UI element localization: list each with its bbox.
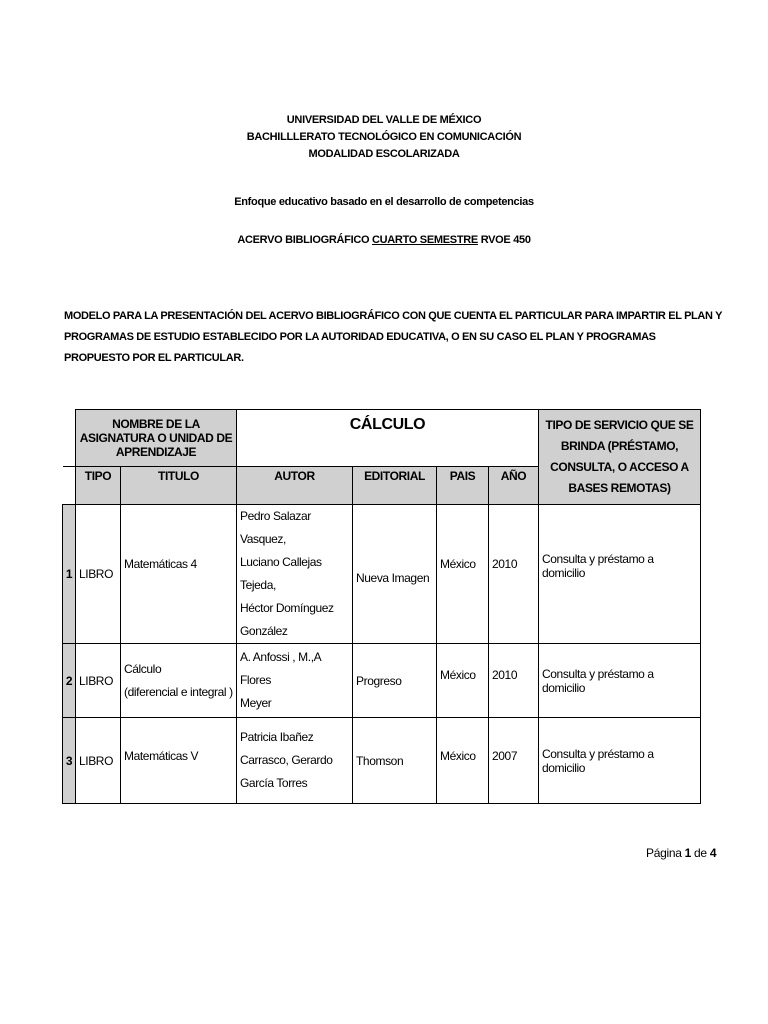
row-number: 1 — [63, 505, 76, 644]
model-statement: MODELO PARA LA PRESENTACIÓN DEL ACERVO BIBLIOGRÁFICO CON QUE CUENTA EL PARTICULAR PARA IMPARTIR EL PLAN Y PROGRAMAS DE ESTUDIO ESTABLECIDO POR LA AUTORIDAD EDUCATIVA, O EN SU CASO EL PLAN Y PROGRAMAS PROPUESTO POR EL PARTICULAR. — [64, 310, 722, 364]
page-total: 4 — [709, 846, 717, 860]
row-anio: 2010 — [489, 644, 539, 718]
focus-line: Enfoque educativo basado en el desarrollo de competencias — [234, 196, 534, 208]
rvoe: RVOE 450 — [480, 234, 531, 246]
row-servicio: Consulta y préstamo a domicilio — [539, 505, 701, 644]
corner-cell — [63, 410, 76, 467]
acervo-line — [0, 234, 768, 246]
col-editorial: EDITORIAL — [353, 467, 437, 505]
row-number: 2 — [63, 644, 76, 718]
col-titulo: TITULO — [121, 467, 237, 505]
row-autor: Pedro Salazar Vasquez, Luciano Callejas Tejeda, Héctor Domínguez González — [237, 505, 353, 644]
program-name: BACHILLLERATO TECNOLÓGICO EN COMUNICACIÓN — [246, 131, 522, 143]
university-name: UNIVERSIDAD DEL VALLE DE MÉXICO — [286, 114, 482, 126]
service-label: TIPO DE SERVICIO QUE SE BRINDA (PRÉSTAMO, CONSULTA, O ACCESO A BASES REMOTAS) — [539, 410, 701, 505]
row-autor: A. Anfossi , M.,A Flores Meyer — [237, 644, 353, 718]
row-servicio: Consulta y préstamo a domicilio — [539, 644, 701, 718]
page-footer — [646, 846, 716, 860]
row-editorial: Thomson — [353, 718, 437, 804]
col-pais: PAIS — [437, 467, 489, 505]
table-row — [63, 644, 701, 718]
row-editorial: Progreso — [353, 644, 437, 718]
page-number: 1 — [684, 846, 691, 860]
row-tipo: LIBRO — [76, 718, 121, 804]
row-tipo: LIBRO — [76, 644, 121, 718]
row-titulo: Matemáticas 4 — [121, 505, 237, 644]
table-row — [63, 718, 701, 804]
col-tipo: TIPO — [76, 467, 121, 505]
row-titulo: Cálculo (diferencial e integral ) — [121, 644, 237, 718]
row-pais: México — [437, 505, 489, 644]
subject-name: CÁLCULO — [237, 410, 539, 467]
semester: CUARTO SEMESTRE — [372, 234, 478, 246]
row-pais: México — [437, 718, 489, 804]
row-tipo: LIBRO — [76, 505, 121, 644]
page-label: Página — [646, 846, 682, 860]
row-anio: 2007 — [489, 718, 539, 804]
of-label: de — [694, 846, 707, 860]
row-pais: México — [437, 644, 489, 718]
acervo-prefix: ACERVO BIBLIOGRÁFICO — [237, 234, 370, 246]
table-row — [63, 505, 701, 644]
row-servicio: Consulta y préstamo a domicilio — [539, 718, 701, 804]
row-titulo: Matemáticas V — [121, 718, 237, 804]
row-editorial: Nueva Imagen — [353, 505, 437, 644]
row-anio: 2010 — [489, 505, 539, 644]
col-anio: AÑO — [489, 467, 539, 505]
modality: MODALIDAD ESCOLARIZADA — [308, 148, 460, 160]
subject-label: NOMBRE DE LA ASIGNATURA O UNIDAD DE APRENDIZAJE — [76, 410, 237, 467]
corner-cell — [63, 467, 76, 505]
row-autor: Patricia Ibañez Carrasco, Gerardo García Torres — [237, 718, 353, 804]
document-header — [0, 112, 768, 163]
row-number: 3 — [63, 718, 76, 804]
col-autor: AUTOR — [237, 467, 353, 505]
bibliography-table — [62, 409, 701, 804]
